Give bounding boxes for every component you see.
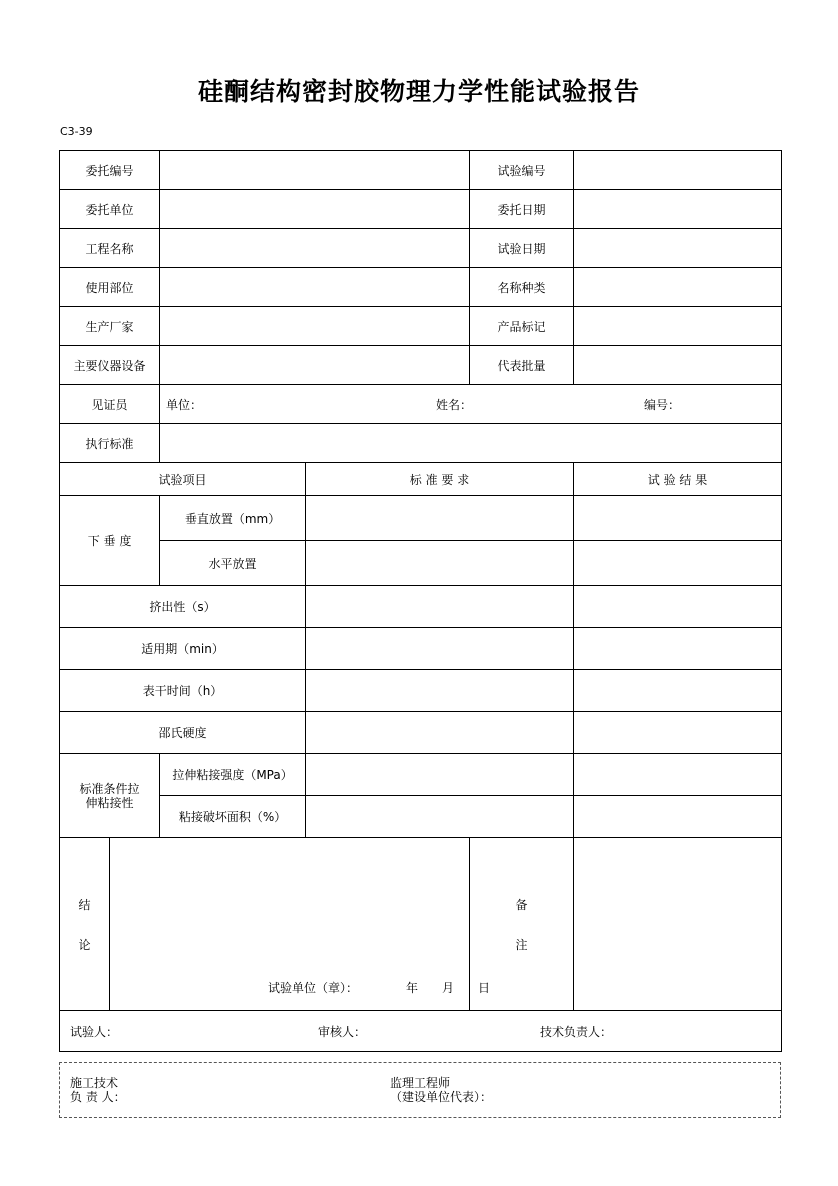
test-row xyxy=(60,586,782,628)
stamp-day: 日 xyxy=(478,981,491,995)
info-label: 试验编号 xyxy=(470,151,574,190)
sag-horizontal-label: 水平放置 xyxy=(160,541,306,586)
info-value-field[interactable] xyxy=(574,346,782,385)
witness-row xyxy=(60,385,782,424)
test-header-row xyxy=(60,463,782,496)
sag-vertical-label: 垂直放置（mm） xyxy=(160,496,306,541)
info-value-field[interactable] xyxy=(160,229,470,268)
supervising-engineer-line2: （建设单位代表）： xyxy=(390,1090,493,1104)
requirement-field[interactable] xyxy=(306,712,574,754)
stamp-month: 月 xyxy=(442,981,455,995)
info-value-field[interactable] xyxy=(574,229,782,268)
test-row xyxy=(60,670,782,712)
form-code: C3-39 xyxy=(60,125,93,138)
requirement-field[interactable] xyxy=(306,670,574,712)
result-field[interactable] xyxy=(574,712,782,754)
tester-label: 试验人： xyxy=(70,1024,119,1039)
witness-name-label: 姓名： xyxy=(436,397,473,412)
info-label: 主要仪器设备 xyxy=(60,346,160,385)
info-label: 试验日期 xyxy=(470,229,574,268)
info-value-field[interactable] xyxy=(574,151,782,190)
test-item-label: 挤出性（s） xyxy=(60,586,306,628)
header-requirement: 标 准 要 求 xyxy=(306,463,574,496)
info-value-field[interactable] xyxy=(160,190,470,229)
tensile-area-label: 粘接破坏面积（%） xyxy=(160,796,306,838)
tensile-strength-label: 拉伸粘接强度（MPa） xyxy=(160,754,306,796)
requirement-field[interactable] xyxy=(306,541,574,586)
info-label: 委托编号 xyxy=(60,151,160,190)
tech-lead-label: 技术负责人： xyxy=(540,1024,613,1039)
requirement-field[interactable] xyxy=(306,796,574,838)
info-value-field[interactable] xyxy=(160,151,470,190)
info-value-field[interactable] xyxy=(574,268,782,307)
test-row-sag-horizontal xyxy=(60,541,782,586)
info-row xyxy=(60,151,782,190)
tensile-group-label: 标准条件拉伸粘接性 xyxy=(60,754,160,838)
result-field[interactable] xyxy=(574,670,782,712)
stamp-line xyxy=(268,979,490,996)
remark-text-field[interactable] xyxy=(574,838,782,1011)
info-value-field[interactable] xyxy=(574,190,782,229)
signature-cell xyxy=(60,1011,782,1052)
info-row xyxy=(60,268,782,307)
standard-label: 执行标准 xyxy=(60,424,160,463)
witness-unit-label: 单位： xyxy=(166,397,203,412)
supervising-engineer xyxy=(390,1076,492,1104)
conclusion-label-char: 结 xyxy=(78,897,91,912)
test-item-label: 表干时间（h） xyxy=(60,670,306,712)
reviewer-label: 审核人： xyxy=(318,1024,367,1039)
result-field[interactable] xyxy=(574,754,782,796)
remark-label-char: 注 xyxy=(515,937,528,952)
remark-label-char: 备 xyxy=(515,897,528,912)
info-label: 工程名称 xyxy=(60,229,160,268)
conclusion-label xyxy=(60,838,110,1011)
page-title: 硅酮结构密封胶物理力学性能试验报告 xyxy=(197,77,640,106)
info-row xyxy=(60,346,782,385)
sag-group-label: 下 垂 度 xyxy=(60,496,160,586)
witness-number-label: 编号： xyxy=(644,397,681,412)
test-row xyxy=(60,712,782,754)
info-label: 名称种类 xyxy=(470,268,574,307)
header-result: 试 验 结 果 xyxy=(574,463,782,496)
construction-tech-lead xyxy=(70,1076,126,1104)
witness-label: 见证员 xyxy=(60,385,160,424)
test-row xyxy=(60,628,782,670)
standard-value-field[interactable] xyxy=(160,424,782,463)
requirement-field[interactable] xyxy=(306,628,574,670)
supervising-engineer-line1: 监理工程师 xyxy=(390,1076,451,1090)
info-label: 生产厂家 xyxy=(60,307,160,346)
construction-tech-line1: 施工技术 xyxy=(70,1076,119,1090)
signature-row xyxy=(60,1011,782,1052)
stamp-label: 试验单位（章）： xyxy=(268,981,359,995)
requirement-field[interactable] xyxy=(306,754,574,796)
standard-row xyxy=(60,424,782,463)
info-value-field[interactable] xyxy=(160,346,470,385)
test-item-label: 邵氏硬度 xyxy=(60,712,306,754)
construction-tech-line2: 负 责 人： xyxy=(70,1090,126,1104)
info-label: 委托日期 xyxy=(470,190,574,229)
conclusion-row xyxy=(60,838,782,1011)
result-field[interactable] xyxy=(574,496,782,541)
witness-details[interactable] xyxy=(160,385,782,424)
header-item: 试验项目 xyxy=(60,463,306,496)
requirement-field[interactable] xyxy=(306,586,574,628)
conclusion-label-char: 论 xyxy=(78,937,91,952)
info-row xyxy=(60,190,782,229)
test-row-sag-vertical xyxy=(60,496,782,541)
info-label: 代表批量 xyxy=(470,346,574,385)
test-row-tensile-strength xyxy=(60,754,782,796)
result-field[interactable] xyxy=(574,628,782,670)
result-field[interactable] xyxy=(574,586,782,628)
test-item-label: 适用期（min） xyxy=(60,628,306,670)
test-row-tensile-area xyxy=(60,796,782,838)
info-value-field[interactable] xyxy=(574,307,782,346)
info-row xyxy=(60,229,782,268)
info-value-field[interactable] xyxy=(160,268,470,307)
result-field[interactable] xyxy=(574,796,782,838)
requirement-field[interactable] xyxy=(306,496,574,541)
result-field[interactable] xyxy=(574,541,782,586)
info-label: 使用部位 xyxy=(60,268,160,307)
report-table xyxy=(59,150,782,1052)
supervision-signature-box xyxy=(59,1062,781,1118)
info-label: 产品标记 xyxy=(470,307,574,346)
stamp-year: 年 xyxy=(406,981,419,995)
info-label: 委托单位 xyxy=(60,190,160,229)
info-row xyxy=(60,307,782,346)
info-value-field[interactable] xyxy=(160,307,470,346)
conclusion-text-field[interactable] xyxy=(110,838,491,1011)
